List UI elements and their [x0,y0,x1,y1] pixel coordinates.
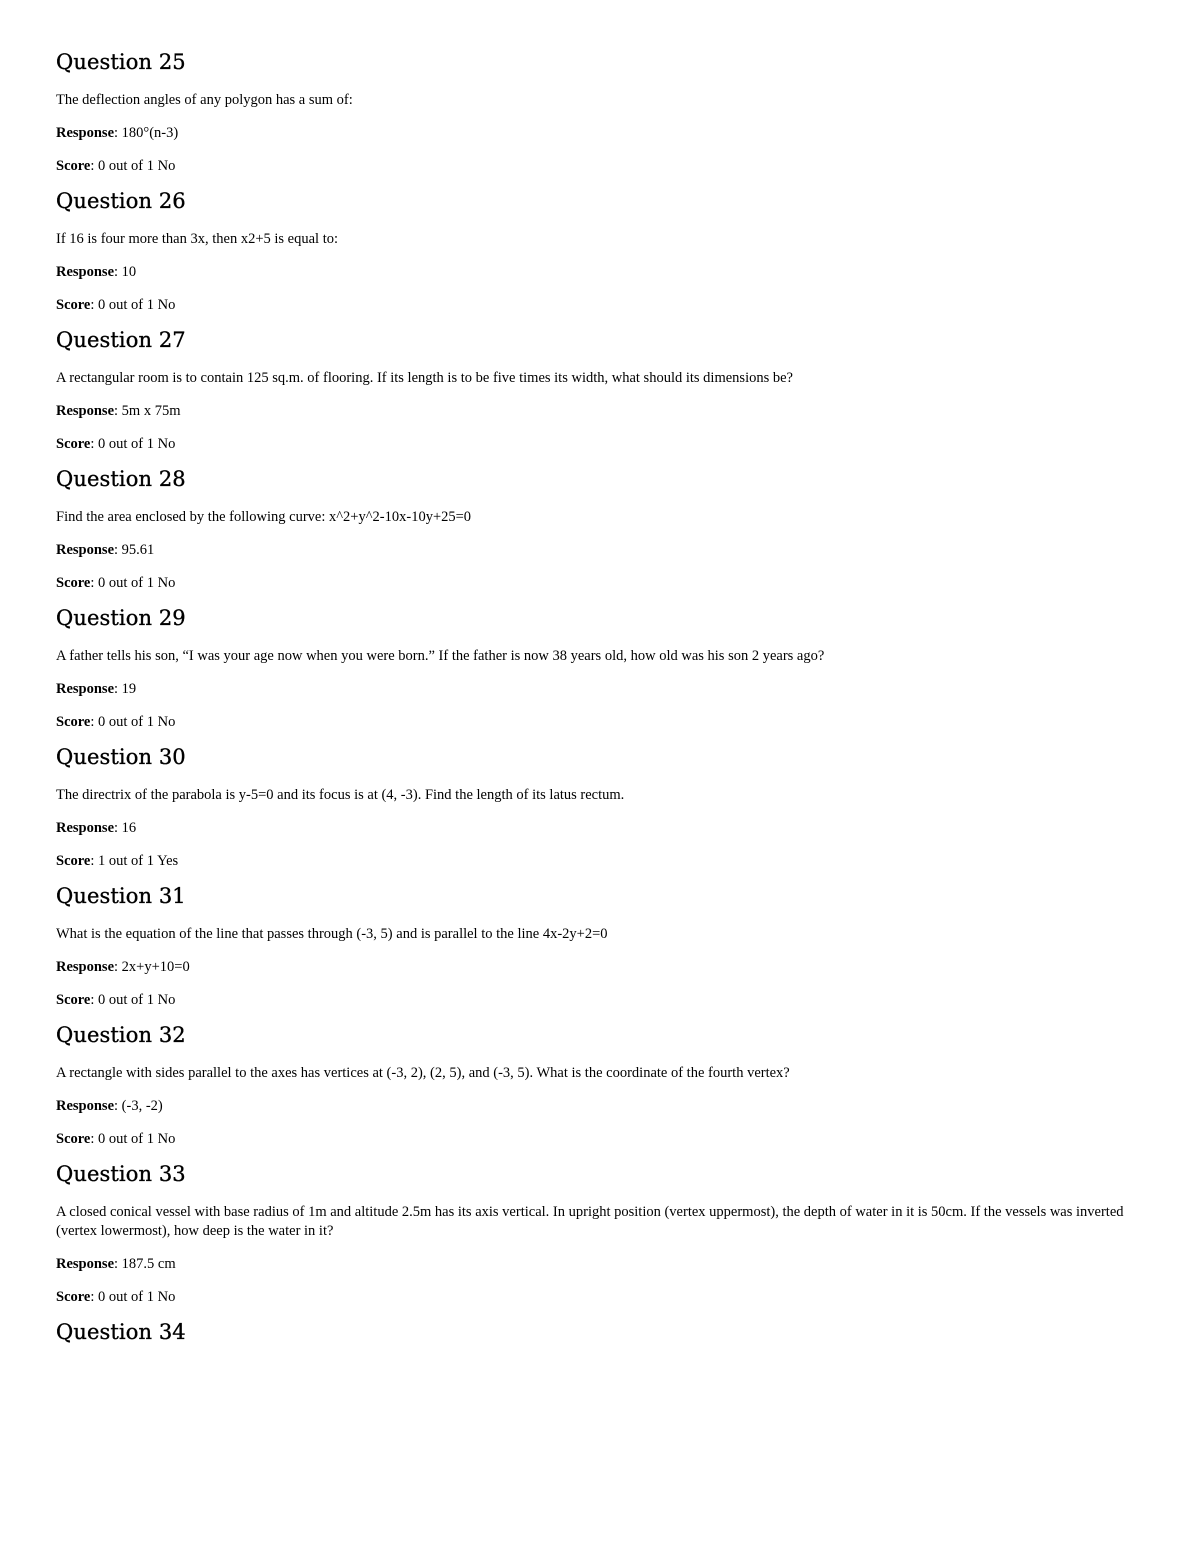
score-line: Score: 0 out of 1 No [56,158,176,174]
response-value: 5m x 75m [121,403,181,419]
score-value: 0 out of 1 No [98,575,176,591]
response-line: Response: 5m x 75m [56,403,181,419]
score-line: Score: 0 out of 1 No [56,436,176,452]
response-line: Response: (-3, -2) [56,1098,163,1114]
question-block [56,1023,1146,1149]
score-label: Score [56,992,91,1008]
score-label: Score [56,853,91,869]
question-title: Question 27 [56,328,186,352]
response-label: Response [56,403,115,419]
response-value: 19 [121,681,137,697]
question-block [56,745,1146,871]
question-text: A rectangle with sides parallel to the axes has vertices at (-3, 2), (2, 5), and (-3, 5). What is the coordinate of the fourth vertex? [56,1065,790,1081]
response-value: (-3, -2) [121,1098,163,1114]
response-label: Response [56,264,115,280]
score-label: Score [56,714,91,730]
score-value: 1 out of 1 Yes [98,853,179,869]
score-label: Score [56,158,91,174]
response-value: 16 [121,820,137,836]
question-title: Question 33 [56,1162,186,1186]
response-label: Response [56,681,115,697]
response-label: Response [56,820,115,836]
question-text: If 16 is four more than 3x, then x2+5 is equal to: [56,231,339,247]
response-line: Response: 95.61 [56,542,155,558]
response-line: Response: 180°(n-3) [56,125,179,141]
score-label: Score [56,436,91,452]
score-label: Score [56,297,91,313]
question-text: The directrix of the parabola is y-5=0 and its focus is at (4, -3). Find the length of its latus rectum. [56,787,625,803]
question-text: The deflection angles of any polygon has a sum of: [56,92,353,108]
question-block [56,1162,1146,1307]
question-block [56,50,1146,176]
response-line: Response: 187.5 cm [56,1256,176,1272]
question-title: Question 29 [56,606,186,630]
question-block [56,884,1146,1010]
score-value: 0 out of 1 No [98,992,176,1008]
score-value: 0 out of 1 No [98,1131,176,1147]
question-title: Question 30 [56,745,186,769]
question-text: A rectangular room is to contain 125 sq.m. of flooring. If its length is to be five times its width, what should its dimensions be? [56,370,793,386]
score-line: Score: 0 out of 1 No [56,1131,176,1147]
question-text: A closed conical vessel with base radius of 1m and altitude 2.5m has its axis vertical. In upright position (vertex uppermost), the depth of water in it is 50cm. If the vessels was inverted (vertex lowermost), how deep is the water in it? [56,1204,1124,1239]
question-block [56,328,1146,454]
score-value: 0 out of 1 No [98,436,176,452]
question-text: A father tells his son, “I was your age now when you were born.” If the father is now 38 years old, how old was his son 2 years ago? [56,648,825,664]
score-value: 0 out of 1 No [98,1289,176,1305]
score-line: Score: 0 out of 1 No [56,297,176,313]
question-title: Question 26 [56,189,186,213]
score-label: Score [56,1131,91,1147]
score-value: 0 out of 1 No [98,297,176,313]
response-label: Response [56,125,115,141]
question-title: Question 28 [56,467,186,491]
question-block [56,467,1146,593]
question-title: Question 32 [56,1023,186,1047]
response-value: 2x+y+10=0 [121,959,190,975]
question-text: Find the area enclosed by the following curve: x^2+y^2-10x-10y+25=0 [56,509,472,525]
question-title: Question 31 [56,884,186,908]
score-value: 0 out of 1 No [98,714,176,730]
response-line: Response: 19 [56,681,137,697]
score-line: Score: 0 out of 1 No [56,992,176,1008]
score-line: Score: 0 out of 1 No [56,1289,176,1305]
response-value: 180°(n-3) [121,125,179,141]
response-line: Response: 16 [56,820,137,836]
question-block [56,606,1146,732]
score-line: Score: 1 out of 1 Yes [56,853,179,869]
response-line: Response: 10 [56,264,137,280]
response-label: Response [56,959,115,975]
question-title: Question 34 [56,1320,186,1344]
response-label: Response [56,1256,115,1272]
score-line: Score: 0 out of 1 No [56,575,176,591]
score-value: 0 out of 1 No [98,158,176,174]
response-value: 187.5 cm [121,1256,176,1272]
response-line: Response: 2x+y+10=0 [56,959,190,975]
response-label: Response [56,1098,115,1114]
quiz-results [56,50,1146,1361]
score-label: Score [56,575,91,591]
question-title: Question 25 [56,50,186,74]
question-block [56,1320,1146,1344]
response-value: 95.61 [121,542,155,558]
score-label: Score [56,1289,91,1305]
score-line: Score: 0 out of 1 No [56,714,176,730]
response-label: Response [56,542,115,558]
question-block [56,189,1146,315]
response-value: 10 [121,264,137,280]
question-text: What is the equation of the line that passes through (-3, 5) and is parallel to the line 4x-2y+2=0 [56,926,608,942]
